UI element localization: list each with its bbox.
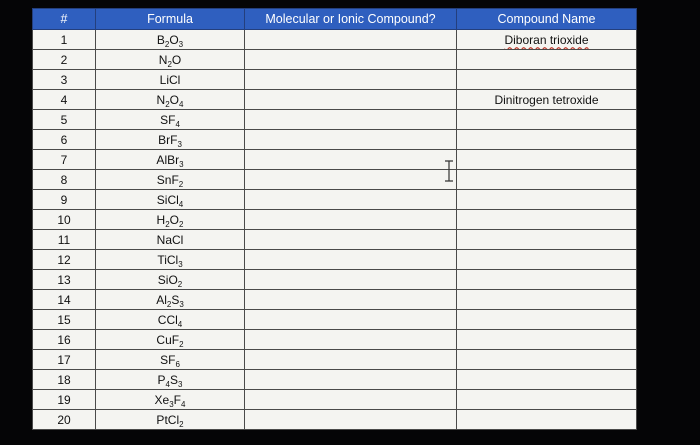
- compound-name-cell[interactable]: [457, 250, 637, 270]
- formula-text: CuF$_2$: [156, 332, 184, 349]
- formula-cell: [96, 110, 245, 130]
- formula-text: $Al_2S_3$: [156, 292, 184, 309]
- row-number: 4: [33, 90, 96, 110]
- formula-text: AlBr$_3$: [156, 152, 184, 169]
- text-cursor-icon: [443, 160, 455, 182]
- table-row: [33, 350, 637, 370]
- compound-name-cell[interactable]: [457, 90, 637, 110]
- compound-type-cell[interactable]: [245, 150, 457, 170]
- formula-cell: [96, 30, 245, 50]
- compound-name-cell[interactable]: [457, 110, 637, 130]
- formula-cell: [96, 190, 245, 210]
- formula-cell: [96, 50, 245, 70]
- formula-cell: [96, 210, 245, 230]
- row-number: 14: [33, 290, 96, 310]
- table-row: [33, 330, 637, 350]
- formula-text: SnF$_2$: [156, 172, 184, 189]
- formula-text: SiO$_2$: [157, 272, 183, 289]
- row-number: 10: [33, 210, 96, 230]
- compound-type-cell[interactable]: [245, 30, 457, 50]
- row-number: 6: [33, 130, 96, 150]
- row-number: 16: [33, 330, 96, 350]
- compound-type-cell[interactable]: [245, 370, 457, 390]
- row-number: 20: [33, 410, 96, 430]
- formula-cell: [96, 70, 245, 90]
- table-row: [33, 190, 637, 210]
- table-row: [33, 30, 637, 50]
- formula-cell: [96, 90, 245, 110]
- compound-name-cell[interactable]: [457, 70, 637, 90]
- formula-cell: [96, 130, 245, 150]
- table-row: [33, 50, 637, 70]
- header-type: Molecular or Ionic Compound?: [245, 9, 457, 30]
- compound-name-cell[interactable]: [457, 310, 637, 330]
- compound-name-cell[interactable]: [457, 330, 637, 350]
- compound-name-cell[interactable]: [457, 30, 637, 50]
- compound-type-cell[interactable]: [245, 410, 457, 430]
- compound-name-cell[interactable]: [457, 170, 637, 190]
- formula-cell: [96, 230, 245, 250]
- header-formula: Formula: [96, 9, 245, 30]
- formula-cell: [96, 310, 245, 330]
- table-row: [33, 230, 637, 250]
- formula-cell: [96, 350, 245, 370]
- compound-type-cell[interactable]: [245, 130, 457, 150]
- compound-type-cell[interactable]: [245, 350, 457, 370]
- table-row: [33, 150, 637, 170]
- formula-cell: [96, 170, 245, 190]
- compound-type-cell[interactable]: [245, 170, 457, 190]
- formula-text: PtCl$_2$: [156, 412, 184, 429]
- formula-text: SiCl$_4$: [156, 192, 184, 209]
- compound-type-cell[interactable]: [245, 110, 457, 130]
- table-row: [33, 370, 637, 390]
- compound-name-cell[interactable]: [457, 230, 637, 250]
- formula-text: TiCl$_3$: [157, 252, 183, 269]
- formula-text: LiCl: [159, 72, 181, 87]
- table-row: [33, 270, 637, 290]
- compound-name-text: Diboran trioxide: [504, 32, 589, 47]
- formula-text: $Xe_3F_4$: [154, 392, 186, 409]
- row-number: 5: [33, 110, 96, 130]
- compound-name-text: Dinitrogen tetroxide: [494, 92, 599, 107]
- row-number: 7: [33, 150, 96, 170]
- row-number: 8: [33, 170, 96, 190]
- table-row: [33, 310, 637, 330]
- formula-text: $B_2O_3$: [156, 32, 184, 49]
- header-row: [33, 9, 637, 30]
- compound-type-cell[interactable]: [245, 270, 457, 290]
- compound-type-cell[interactable]: [245, 90, 457, 110]
- formula-cell: [96, 370, 245, 390]
- compound-name-cell[interactable]: [457, 390, 637, 410]
- row-number: 9: [33, 190, 96, 210]
- compound-name-cell[interactable]: [457, 350, 637, 370]
- row-number: 13: [33, 270, 96, 290]
- compound-type-cell[interactable]: [245, 210, 457, 230]
- formula-cell: [96, 390, 245, 410]
- table-row: [33, 70, 637, 90]
- compound-name-cell[interactable]: [457, 410, 637, 430]
- compound-name-cell[interactable]: [457, 290, 637, 310]
- row-number: 17: [33, 350, 96, 370]
- formula-cell: [96, 290, 245, 310]
- row-number: 15: [33, 310, 96, 330]
- formula-cell: [96, 270, 245, 290]
- header-number: #: [33, 9, 96, 30]
- row-number: 2: [33, 50, 96, 70]
- table-row: [33, 410, 637, 430]
- table-row: [33, 90, 637, 110]
- compound-type-cell[interactable]: [245, 390, 457, 410]
- row-number: 12: [33, 250, 96, 270]
- formula-text: CCl$_4$: [157, 312, 183, 329]
- compound-name-cell[interactable]: [457, 370, 637, 390]
- formula-text: $N_2O_4$: [156, 92, 184, 109]
- compound-type-cell[interactable]: [245, 50, 457, 70]
- row-number: 1: [33, 30, 96, 50]
- row-number: 11: [33, 230, 96, 250]
- compound-name-cell[interactable]: [457, 190, 637, 210]
- table-row: [33, 290, 637, 310]
- compound-type-cell[interactable]: [245, 310, 457, 330]
- compound-type-cell[interactable]: [245, 230, 457, 250]
- formula-cell: [96, 330, 245, 350]
- formula-text: $H_2O_2$: [156, 212, 184, 229]
- formula-cell: [96, 410, 245, 430]
- formula-text: BrF$_3$: [158, 132, 182, 149]
- header-name: Compound Name: [457, 9, 637, 30]
- compound-type-cell[interactable]: [245, 250, 457, 270]
- table-row: [33, 210, 637, 230]
- formula-text: NaCl: [156, 232, 184, 247]
- formula-text: $SF_6$: [160, 352, 180, 369]
- row-number: 18: [33, 370, 96, 390]
- formula-cell: [96, 250, 245, 270]
- compound-type-cell[interactable]: [245, 330, 457, 350]
- table-row: [33, 250, 637, 270]
- formula-text: $N_2O$: [158, 52, 182, 69]
- compound-worksheet: [32, 8, 636, 430]
- compound-table: [32, 8, 637, 430]
- table-row: [33, 130, 637, 150]
- row-number: 19: [33, 390, 96, 410]
- compound-type-cell[interactable]: [245, 290, 457, 310]
- compound-name-cell[interactable]: [457, 150, 637, 170]
- compound-type-cell[interactable]: [245, 190, 457, 210]
- compound-name-cell[interactable]: [457, 270, 637, 290]
- compound-type-cell[interactable]: [245, 70, 457, 90]
- compound-name-cell[interactable]: [457, 50, 637, 70]
- table-row: [33, 170, 637, 190]
- compound-name-cell[interactable]: [457, 130, 637, 150]
- row-number: 3: [33, 70, 96, 90]
- formula-text: $SF_4$: [160, 112, 180, 129]
- formula-text: $P_4S_3$: [157, 372, 183, 389]
- compound-name-cell[interactable]: [457, 210, 637, 230]
- table-row: [33, 110, 637, 130]
- table-row: [33, 390, 637, 410]
- formula-cell: [96, 150, 245, 170]
